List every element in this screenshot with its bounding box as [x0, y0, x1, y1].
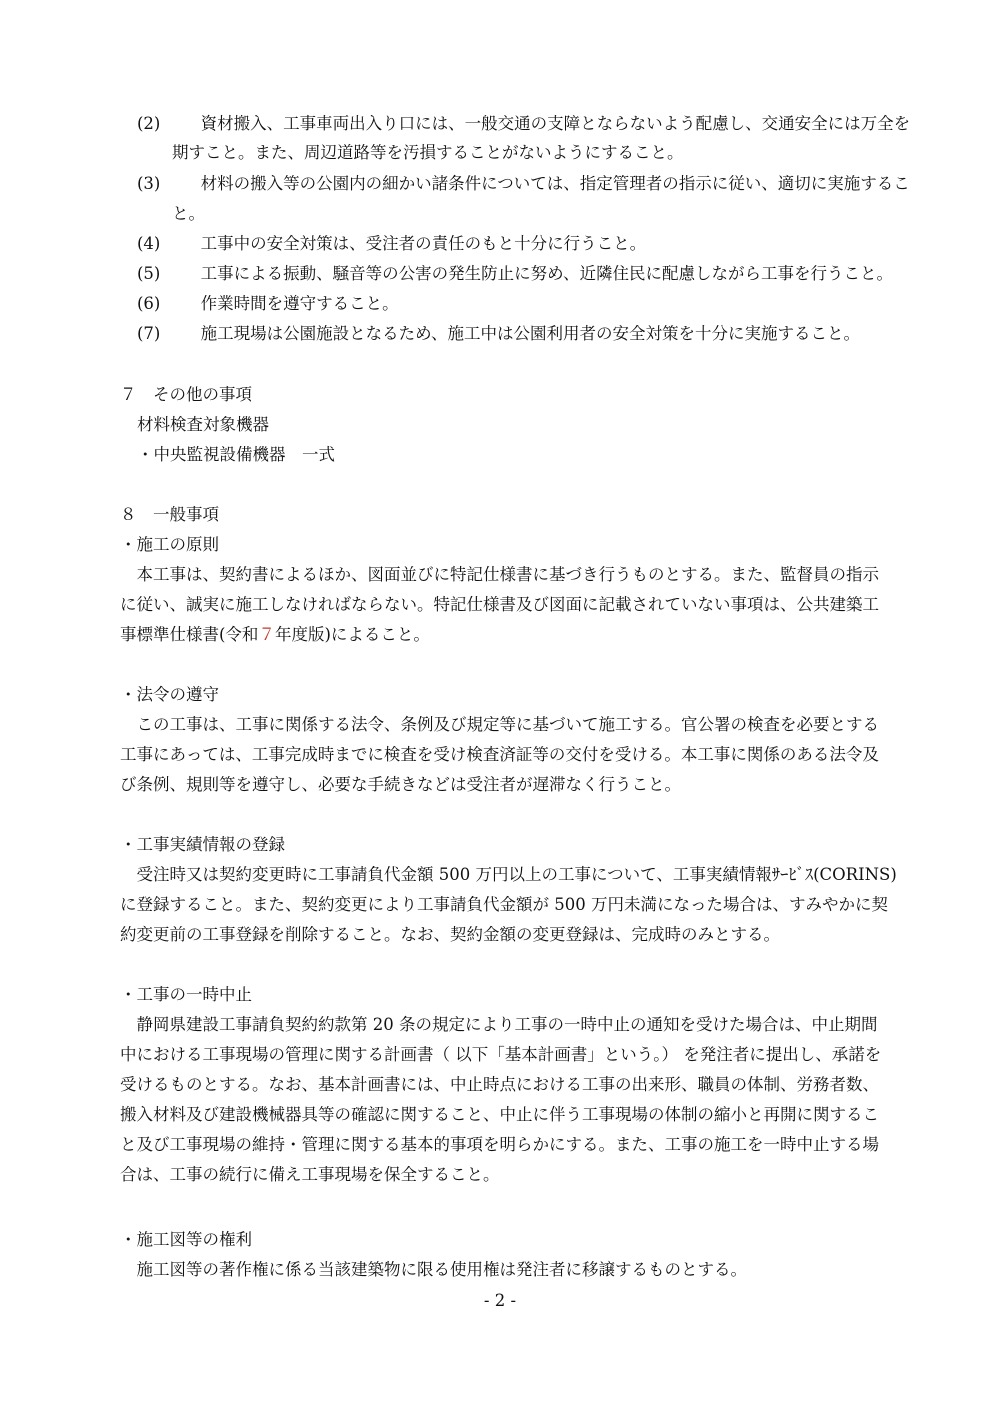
list-text: 資材搬入、工事車両出入り口には、一般交通の支障とならないよう配慮し、交通安全には万全を: [200, 114, 911, 133]
section-7-subheading: 材料検査対象機器: [137, 415, 269, 434]
list-number: (5): [137, 264, 161, 283]
suspension-line-6: 合は、工事の続行に備え工事現場を保全すること。: [120, 1165, 500, 1184]
suspension-line-4: 搬入材料及び建設機械器具等の確認に関すること、中止に伴う工事現場の体制の縮小と再開に関するこ: [120, 1105, 879, 1124]
list-item-3: [137, 173, 910, 195]
suspension-title: ・工事の一時中止: [120, 985, 252, 1004]
drawings-title: ・施工図等の権利: [120, 1230, 252, 1249]
section-7-heading: ７ その他の事項: [120, 385, 252, 404]
list-item-5: [137, 263, 893, 285]
list-number: (6): [137, 294, 161, 313]
list-number: (2): [137, 114, 161, 133]
suspension-line-1: 静岡県建設工事請負契約約款第 20 条の規定により工事の一時中止の通知を受けた場合は、中止期間: [120, 1015, 878, 1034]
list-text: 工事中の安全対策は、受注者の責任のもと十分に行うこと。: [200, 234, 647, 253]
principle-line-1: 本工事は、契約書によるほか、図面並びに特記仕様書に基づき行うものとする。また、監督員の指示: [120, 565, 879, 584]
suspension-line-3: 受けるものとする。なお、基本計画書には、中止時点における工事の出来形、職員の体制、労務者数、: [120, 1075, 879, 1094]
principle-line-3-post: 年度版)によること。: [274, 625, 430, 644]
section-7-bullet: ・中央監視設備機器 一式: [137, 445, 335, 464]
list-number: (7): [137, 324, 161, 343]
list-item-7: [137, 323, 860, 345]
list-text: 施工現場は公園施設となるため、施工中は公園利用者の安全対策を十分に実施すること。: [200, 324, 860, 343]
law-line-3: び条例、規則等を遵守し、必要な手続きなどは受注者が遅滞なく行うこと。: [120, 775, 681, 794]
suspension-line-2: 中における工事現場の管理に関する計画書（ 以下「基本計画書」という。） を発注者に提出し、承諾を: [120, 1045, 882, 1064]
list-item-2-continuation: 期すこと。また、周辺道路等を汚損することがないようにすること。: [172, 143, 684, 162]
principle-title: ・施工の原則: [120, 535, 219, 554]
section-8-heading: ８ 一般事項: [120, 505, 219, 524]
law-title: ・法令の遵守: [120, 685, 219, 704]
list-number: (3): [137, 174, 161, 193]
list-text: 材料の搬入等の公園内の細かい諸条件については、指定管理者の指示に従い、適切に実施するこ: [200, 174, 910, 193]
law-line-1: この工事は、工事に関係する法令、条例及び規定等に基づいて施工する。官公署の検査を必要とする: [120, 715, 879, 734]
principle-line-3-pre: 事標準仕様書(令和: [120, 625, 259, 644]
list-item-3-continuation: と。: [172, 204, 205, 223]
corins-line-2: に登録すること。また、契約変更により工事請負代金額が 500 万円未満になった場合は、すみやかに契: [120, 895, 888, 914]
list-text: 工事による振動、騒音等の公害の発生防止に努め、近隣住民に配慮しながら工事を行うこと。: [200, 264, 893, 283]
list-item-2: [137, 113, 910, 135]
corins-line-1: 受注時又は契約変更時に工事請負代金額 500 万円以上の工事について、工事実績情報ｻｰﾋﾞｽ(CORINS): [120, 865, 897, 884]
reiwa-year-highlight: ７: [258, 625, 275, 644]
drawings-line-1: 施工図等の著作権に係る当該建築物に限る使用権は発注者に移譲するものとする。: [120, 1260, 747, 1279]
corins-line-3: 約変更前の工事登録を削除すること。なお、契約金額の変更登録は、完成時のみとする。: [120, 925, 780, 944]
corins-title: ・工事実績情報の登録: [120, 835, 285, 854]
list-text: 作業時間を遵守すること。: [200, 294, 399, 313]
principle-line-2: に従い、誠実に施工しなければならない。特記仕様書及び図面に記載されていない事項は、公共建築工: [120, 595, 879, 614]
page-number: - 2 -: [483, 1291, 517, 1310]
list-item-6: [137, 293, 399, 315]
suspension-line-5: と及び工事現場の維持・管理に関する基本的事項を明らかにする。また、工事の施工を一時中止する場: [120, 1135, 879, 1154]
principle-line-3: [120, 624, 430, 646]
law-line-2: 工事にあっては、工事完成時までに検査を受け検査済証等の交付を受ける。本工事に関係のある法令及: [120, 745, 879, 764]
list-item-4: [137, 233, 646, 255]
list-number: (4): [137, 234, 161, 253]
